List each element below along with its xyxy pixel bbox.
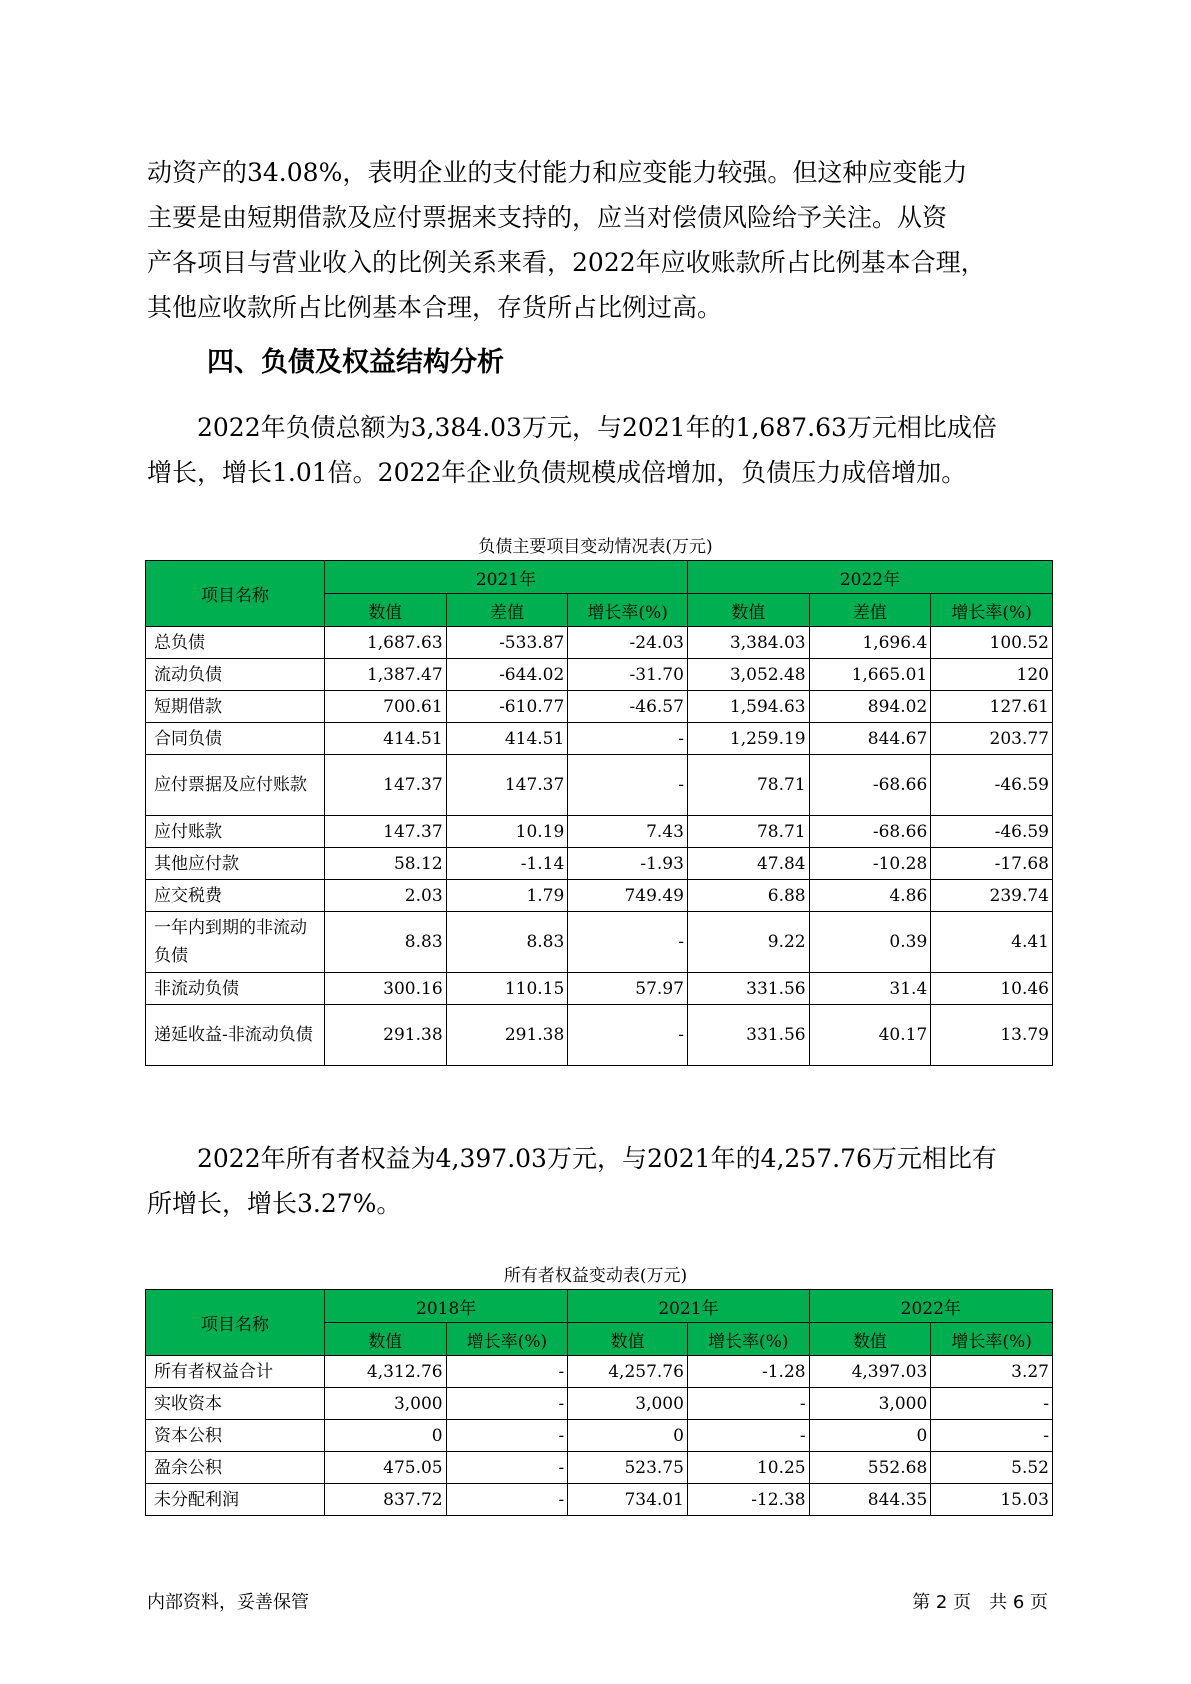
table-cell: -644.02: [446, 659, 568, 691]
intro-line: 动资产的34.08%，表明企业的支付能力和应变能力较强。但这种应变能力: [147, 158, 968, 187]
equity-line: 2022年所有者权益为4,397.03万元，与2021年的4,257.76万元相比有: [147, 1144, 997, 1173]
table-cell: 1,594.63: [687, 691, 809, 723]
table-cell: -: [568, 723, 688, 755]
row-label: 应付票据及应付账款: [146, 755, 325, 816]
table-cell: -: [568, 1005, 688, 1066]
row-label: 短期借款: [146, 691, 325, 723]
table-cell: 8.83: [324, 912, 446, 973]
table-cell: 15.03: [931, 1484, 1053, 1516]
table-cell: 120: [931, 659, 1053, 691]
table-cell: -12.38: [687, 1484, 809, 1516]
table-cell: 1,387.47: [324, 659, 446, 691]
table-cell: 3,384.03: [687, 627, 809, 659]
sub-header: 数值: [809, 1323, 931, 1356]
equity-table: [145, 1289, 1053, 1516]
footer-note: 内部资料，妥善保管: [147, 1592, 309, 1613]
table-cell: 9.22: [687, 912, 809, 973]
table-row: [146, 1452, 1053, 1484]
table-cell: -: [568, 755, 688, 816]
sub-header: 增长率(%): [446, 1323, 568, 1356]
row-label: 应付账款: [146, 816, 325, 848]
table-row: [146, 627, 1053, 659]
table-cell: 331.56: [687, 973, 809, 1005]
sub-header: 增长率(%): [931, 1323, 1053, 1356]
table-cell: 57.97: [568, 973, 688, 1005]
table-cell: 1,687.63: [324, 627, 446, 659]
table-cell: 110.15: [446, 973, 568, 1005]
table-row: [146, 880, 1053, 912]
page-number: 第 2 页 共 6 页: [912, 1592, 1048, 1613]
table-cell: -: [446, 1388, 568, 1420]
table-cell: 0: [809, 1420, 931, 1452]
sub-header: 增长率(%): [687, 1323, 809, 1356]
table-cell: 1,259.19: [687, 723, 809, 755]
table-cell: 6.88: [687, 880, 809, 912]
table-cell: 4,312.76: [324, 1356, 446, 1388]
table-cell: 3.27: [931, 1356, 1053, 1388]
sub-header: 数值: [324, 1323, 446, 1356]
table-cell: -533.87: [446, 627, 568, 659]
row-label: 合同负债: [146, 723, 325, 755]
table-row: [146, 1388, 1053, 1420]
liability-table: [145, 560, 1053, 1066]
table-cell: -1.93: [568, 848, 688, 880]
table-cell: 13.79: [931, 1005, 1053, 1066]
table-cell: 31.4: [809, 973, 931, 1005]
table-cell: 0: [324, 1420, 446, 1452]
table-cell: -46.57: [568, 691, 688, 723]
row-label: 一年内到期的非流动负债: [146, 912, 325, 973]
table-cell: 78.71: [687, 816, 809, 848]
table-row: [146, 973, 1053, 1005]
table-cell: 291.38: [446, 1005, 568, 1066]
table-cell: 844.67: [809, 723, 931, 755]
table-row: [146, 1420, 1053, 1452]
table-cell: 0: [568, 1420, 688, 1452]
table-row: [146, 816, 1053, 848]
table-cell: -: [446, 1356, 568, 1388]
table-row: [146, 755, 1053, 816]
intro-line: 其他应收款所占比例基本合理，存货所占比例过高。: [147, 293, 723, 322]
sub-header: 增长率(%): [568, 594, 688, 627]
table-cell: 10.46: [931, 973, 1053, 1005]
table-cell: -17.68: [931, 848, 1053, 880]
table-cell: -610.77: [446, 691, 568, 723]
table-row: [146, 912, 1053, 973]
table-cell: 147.37: [324, 816, 446, 848]
table-row: [146, 691, 1053, 723]
table-cell: 523.75: [568, 1452, 688, 1484]
year-header: 2021年: [324, 561, 687, 594]
row-label: 盈余公积: [146, 1452, 325, 1484]
table-cell: 10.19: [446, 816, 568, 848]
table-cell: 844.35: [809, 1484, 931, 1516]
table-cell: 1,696.4: [809, 627, 931, 659]
table-cell: 749.49: [568, 880, 688, 912]
table-cell: 894.02: [809, 691, 931, 723]
table-cell: 0.39: [809, 912, 931, 973]
row-label: 未分配利润: [146, 1484, 325, 1516]
table-cell: 3,000: [568, 1388, 688, 1420]
table-cell: 331.56: [687, 1005, 809, 1066]
table-cell: 3,000: [809, 1388, 931, 1420]
table-cell: -: [931, 1388, 1053, 1420]
table-cell: 4,397.03: [809, 1356, 931, 1388]
table-cell: -1.28: [687, 1356, 809, 1388]
year-header: 2021年: [568, 1290, 809, 1323]
table-row: [146, 1484, 1053, 1516]
table-cell: 40.17: [809, 1005, 931, 1066]
table-cell: 734.01: [568, 1484, 688, 1516]
table-cell: 78.71: [687, 755, 809, 816]
sub-header: 差值: [809, 594, 931, 627]
liability-paragraph: [147, 405, 1049, 495]
table-cell: 239.74: [931, 880, 1053, 912]
table-cell: 147.37: [446, 755, 568, 816]
table-cell: -24.03: [568, 627, 688, 659]
table-cell: -: [446, 1452, 568, 1484]
equity-paragraph: [147, 1136, 1049, 1226]
table-row: [146, 1356, 1053, 1388]
sub-header: 差值: [446, 594, 568, 627]
table-cell: 837.72: [324, 1484, 446, 1516]
table-cell: 7.43: [568, 816, 688, 848]
row-label: 资本公积: [146, 1420, 325, 1452]
row-label: 递延收益-非流动负债: [146, 1005, 325, 1066]
sub-header: 数值: [687, 594, 809, 627]
table-row: [146, 1005, 1053, 1066]
table-cell: -: [446, 1420, 568, 1452]
liability-line: 2022年负债总额为3,384.03万元，与2021年的1,687.63万元相比成倍: [147, 413, 997, 442]
table-cell: 3,052.48: [687, 659, 809, 691]
table-cell: 414.51: [324, 723, 446, 755]
equity-table-caption: 所有者权益变动表(万元): [503, 1266, 688, 1286]
table-cell: -: [687, 1388, 809, 1420]
equity-table-body: [146, 1356, 1053, 1516]
table-cell: -1.14: [446, 848, 568, 880]
intro-line: 主要是由短期借款及应付票据来支持的，应当对偿债风险给予关注。从资: [147, 203, 948, 232]
sub-header: 数值: [568, 1323, 688, 1356]
row-label: 非流动负债: [146, 973, 325, 1005]
name-header: 项目名称: [146, 1290, 325, 1356]
table-cell: -10.28: [809, 848, 931, 880]
table-cell: 1.79: [446, 880, 568, 912]
year-header: 2022年: [809, 1290, 1052, 1323]
table-cell: 475.05: [324, 1452, 446, 1484]
year-header: 2022年: [687, 561, 1052, 594]
table-cell: 2.03: [324, 880, 446, 912]
table-cell: -: [687, 1420, 809, 1452]
sub-header: 增长率(%): [931, 594, 1053, 627]
table-cell: 100.52: [931, 627, 1053, 659]
intro-line: 产各项目与营业收入的比例关系来看，2022年应收账款所占比例基本合理，: [147, 248, 986, 277]
table-cell: 414.51: [446, 723, 568, 755]
table-cell: -: [931, 1420, 1053, 1452]
table-cell: 8.83: [446, 912, 568, 973]
table-cell: 147.37: [324, 755, 446, 816]
table-row: [146, 723, 1053, 755]
table-cell: 10.25: [687, 1452, 809, 1484]
table-cell: -68.66: [809, 755, 931, 816]
row-label: 应交税费: [146, 880, 325, 912]
table-cell: 127.61: [931, 691, 1053, 723]
liability-table-caption: 负债主要项目变动情况表(万元): [478, 537, 713, 557]
table-cell: 700.61: [324, 691, 446, 723]
table-cell: 203.77: [931, 723, 1053, 755]
row-label: 其他应付款: [146, 848, 325, 880]
name-header: 项目名称: [146, 561, 325, 627]
table-cell: 4.86: [809, 880, 931, 912]
sub-header: 数值: [324, 594, 446, 627]
table-cell: 552.68: [809, 1452, 931, 1484]
table-cell: 3,000: [324, 1388, 446, 1420]
section-heading: 四、负债及权益结构分析: [207, 347, 504, 378]
liability-line: 增长，增长1.01倍。2022年企业负债规模成倍增加，负债压力成倍增加。: [147, 458, 967, 487]
table-row: [146, 659, 1053, 691]
table-cell: -46.59: [931, 816, 1053, 848]
table-cell: 47.84: [687, 848, 809, 880]
table-cell: 1,665.01: [809, 659, 931, 691]
table-cell: -: [568, 912, 688, 973]
table-cell: -68.66: [809, 816, 931, 848]
row-label: 总负债: [146, 627, 325, 659]
liability-table-body: [146, 627, 1053, 1066]
table-cell: 4.41: [931, 912, 1053, 973]
table-cell: -46.59: [931, 755, 1053, 816]
table-cell: 5.52: [931, 1452, 1053, 1484]
equity-line: 所增长，增长3.27%。: [147, 1189, 402, 1218]
row-label: 流动负债: [146, 659, 325, 691]
row-label: 实收资本: [146, 1388, 325, 1420]
table-cell: -31.70: [568, 659, 688, 691]
row-label: 所有者权益合计: [146, 1356, 325, 1388]
year-header: 2018年: [324, 1290, 567, 1323]
table-row: [146, 848, 1053, 880]
table-cell: 291.38: [324, 1005, 446, 1066]
table-cell: 4,257.76: [568, 1356, 688, 1388]
table-cell: -: [446, 1484, 568, 1516]
table-cell: 300.16: [324, 973, 446, 1005]
table-cell: 58.12: [324, 848, 446, 880]
intro-paragraph: [147, 150, 1049, 330]
